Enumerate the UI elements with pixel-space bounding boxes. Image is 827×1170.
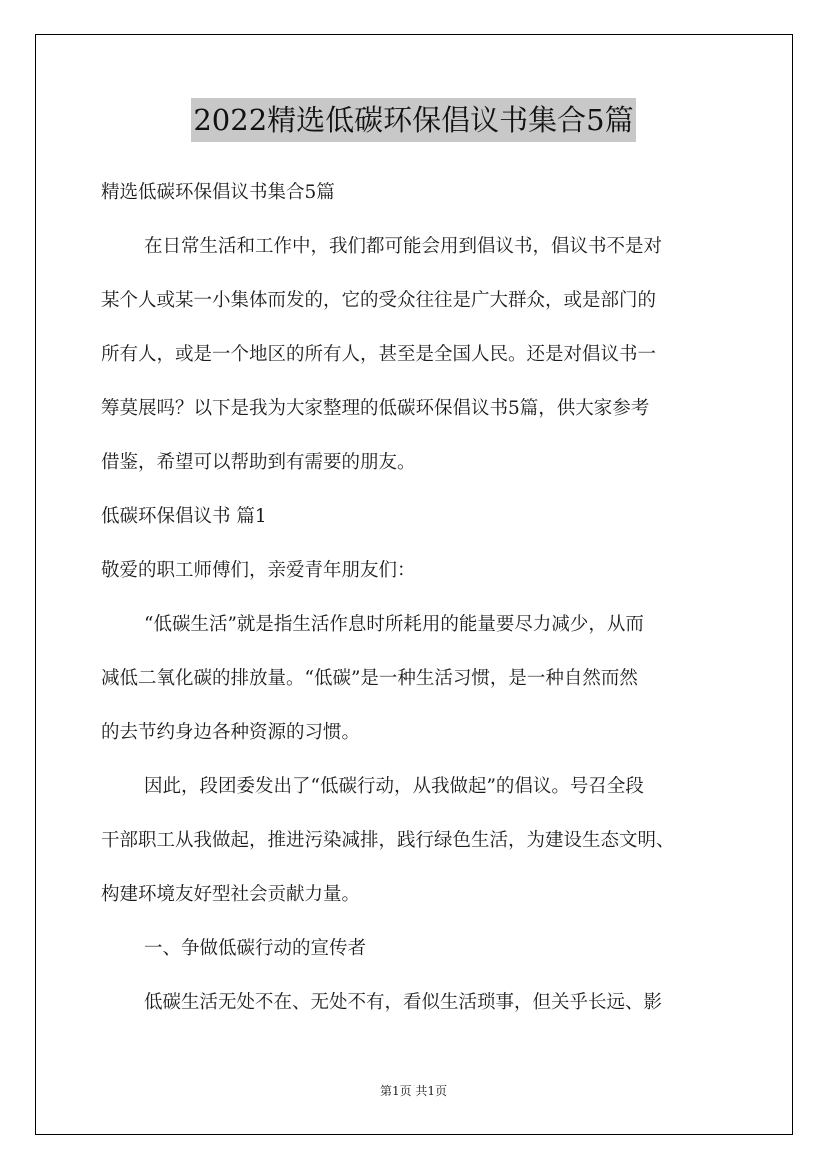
- paragraph-line: 某个人或某一小集体而发的，它的受众往往是广大群众，或是部门的: [101, 290, 657, 311]
- subsection-heading: 一、争做低碳行动的宣传者: [144, 938, 367, 959]
- paragraph-line: 减低二氧化碳的排放量。“低碳”是一种生活习惯，是一种自然而然: [101, 668, 638, 689]
- paragraph-line: 低碳生活无处不在、无处不有，看似生活琐事，但关乎长远、影: [144, 992, 663, 1013]
- paragraph-line: “低碳生活”就是指生活作息时所耗用的能量要尽力减少，从而: [144, 614, 644, 635]
- paragraph-line: 的去节约身边各种资源的习惯。: [101, 722, 361, 743]
- document-title: 2022精选低碳环保倡议书集合5篇: [191, 98, 635, 142]
- paragraph-line: 在日常生活和工作中，我们都可能会用到倡议书，倡议书不是对: [144, 236, 663, 257]
- paragraph-line: 构建环境友好型社会贡献力量。: [101, 884, 361, 905]
- doc-subtitle-line: 精选低碳环保倡议书集合5篇: [101, 182, 335, 203]
- paragraph-line: 干部职工从我做起，推进污染减排，践行绿色生活，为建设生态文明、: [101, 830, 675, 851]
- salutation-line: 敬爱的职工师傅们，亲爱青年朋友们：: [101, 560, 416, 581]
- paragraph-line: 所有人，或是一个地区的所有人，甚至是全国人民。还是对倡议书一: [101, 344, 657, 365]
- page-number: 第1页 共1页: [379, 1084, 448, 1098]
- paragraph-line: 筹莫展吗？以下是我为大家整理的低碳环保倡议书5篇，供大家参考: [101, 398, 650, 419]
- paragraph-line: 借鉴，希望可以帮助到有需要的朋友。: [101, 452, 416, 473]
- paragraph-line: 因此，段团委发出了“低碳行动，从我做起”的倡议。号召全段: [144, 776, 644, 797]
- section-heading: 低碳环保倡议书 篇1: [101, 506, 267, 527]
- title-area: [0, 98, 827, 142]
